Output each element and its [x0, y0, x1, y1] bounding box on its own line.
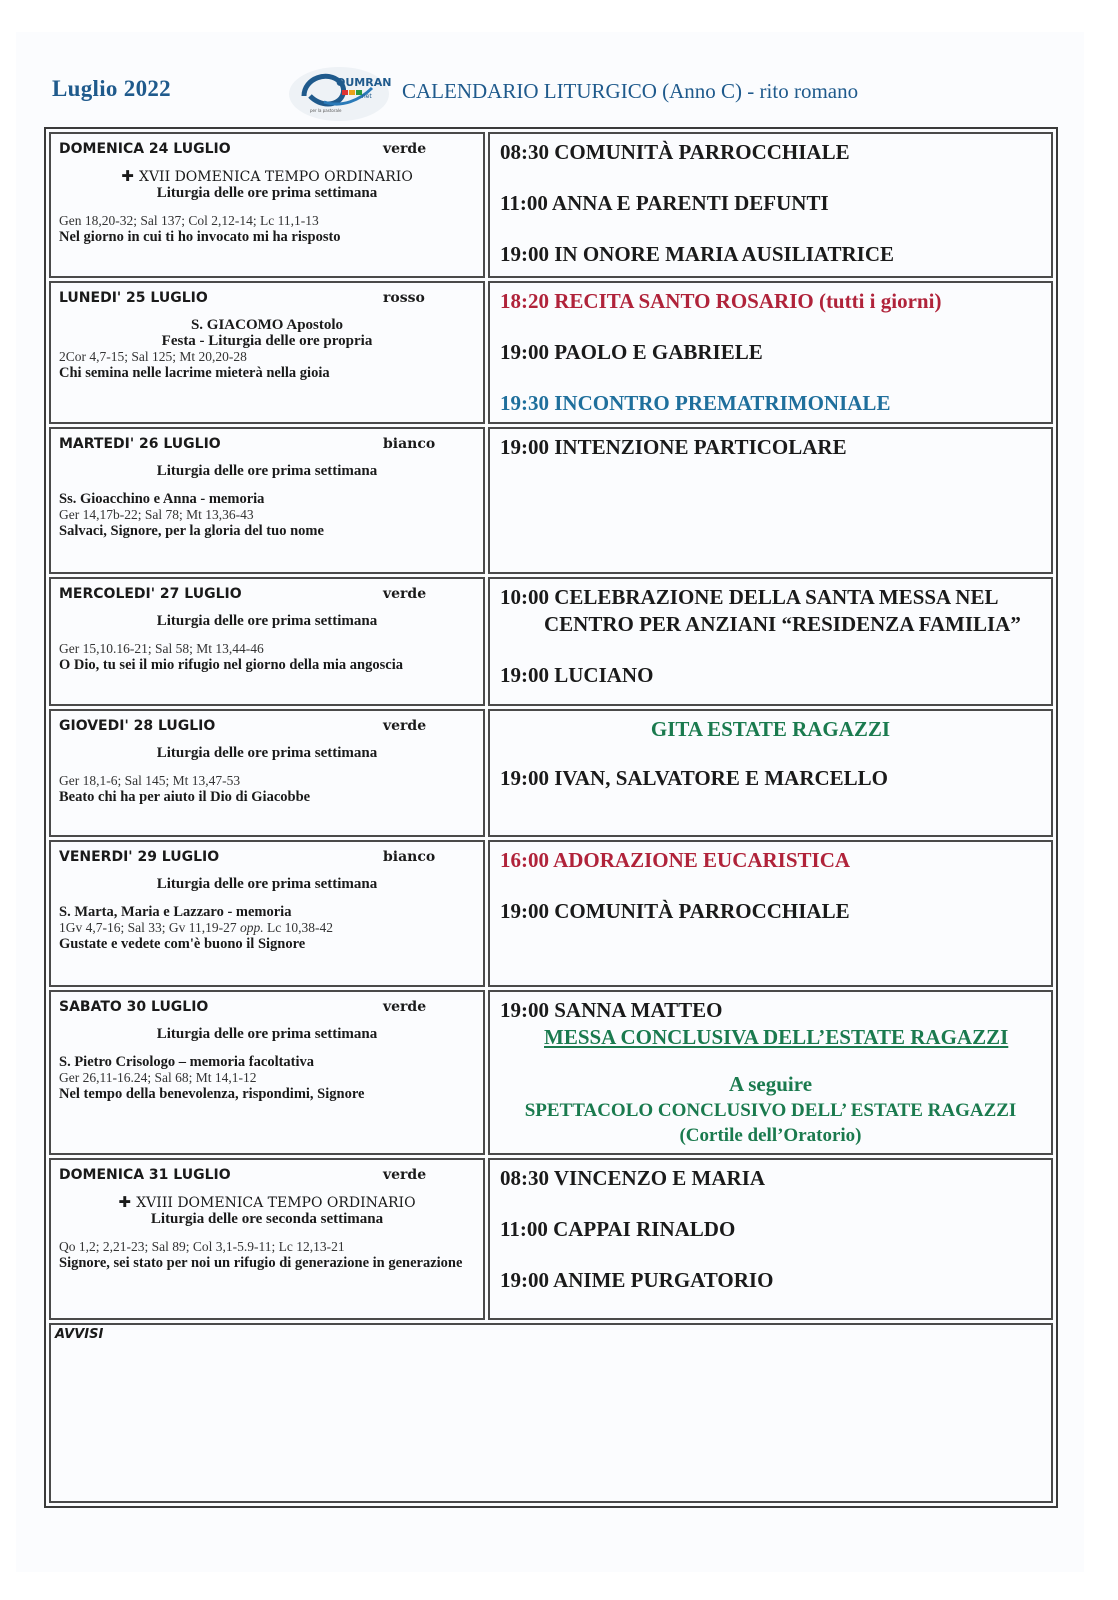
event-item: 19:00 IN ONORE MARIA AUSILIATRICE [500, 242, 894, 266]
events-cell [488, 427, 1053, 574]
liturgical-color: rosso [383, 290, 425, 306]
day-info-cell [49, 132, 485, 278]
day-info-cell [49, 1158, 485, 1320]
day-name: DOMENICA 24 LUGLIO [59, 141, 231, 157]
spacer [59, 761, 475, 773]
antiphon: Nel tempo della benevolenza, rispondimi, Signore [59, 1086, 365, 1102]
event-item: 19:00 SANNA MATTEO [500, 998, 723, 1022]
event-item: 16:00 ADORAZIONE EUCARISTICA [500, 848, 851, 872]
liturgical-color: bianco [383, 849, 436, 865]
event-item: 19:00 ANIME PURGATORIO [500, 1268, 774, 1292]
liturgy-hours: Liturgia delle ore prima settimana [156, 1026, 378, 1042]
readings: 2Cor 4,7-15; Sal 125; Mt 20,20-28 [59, 349, 247, 364]
spacer [59, 201, 475, 213]
event-item: (Cortile dell’Oratorio) [679, 1125, 862, 1146]
liturgy-hours: Liturgia delle ore prima settimana [156, 745, 378, 761]
antiphon: Salvaci, Signore, per la gloria del tuo nome [59, 523, 324, 539]
day-row [49, 1158, 1053, 1320]
day-name: MERCOLEDI' 27 LUGLIO [59, 586, 242, 602]
events [490, 579, 1051, 694]
spacer [59, 892, 475, 904]
event-item: MESSA CONCLUSIVA DELL’ESTATE RAGAZZI [544, 1025, 1009, 1049]
readings: Gen 18,20-32; Sal 137; Col 2,12-14; Lc 11,1-13 [59, 213, 319, 228]
memorial: Ss. Gioacchino e Anna - memoria [59, 491, 265, 507]
event-item: 08:30 VINCENZO E MARIA [500, 1166, 766, 1190]
day-header [59, 435, 475, 453]
readings: Ger 26,11-16.24; Sal 68; Mt 14,1-12 [59, 1070, 257, 1085]
day-info [51, 429, 483, 541]
day-info-cell [49, 577, 485, 706]
day-info-cell [49, 709, 485, 837]
day-info [51, 579, 483, 675]
antiphon: O Dio, tu sei il mio rifugio nel giorno della mia angoscia [59, 657, 403, 673]
liturgy-hours: Liturgia delle ore prima settimana [156, 613, 378, 629]
day-header [59, 289, 475, 307]
celebration [59, 317, 475, 333]
events-cell [488, 990, 1053, 1155]
cross-icon: ✚ [121, 167, 139, 185]
day-info [51, 842, 483, 954]
events-cell [488, 132, 1053, 278]
liturgy-hours: Liturgia delle ore seconda settimana [150, 1211, 384, 1227]
celebration-name: XVII DOMENICA TEMPO ORDINARIO [138, 169, 413, 185]
day-header [59, 717, 475, 735]
event-item: CENTRO PER ANZIANI “RESIDENZA FAMILIA” [544, 612, 1021, 636]
calendar-table [44, 127, 1058, 1508]
calendar-title: CALENDARIO LITURGICO (Anno C) - rito romano [402, 79, 859, 103]
spacer [59, 479, 475, 491]
events-cell [488, 1158, 1053, 1320]
event-item: 19:00 LUCIANO [500, 663, 654, 687]
svg-text:per la pastorale: per la pastorale [310, 108, 342, 113]
celebration [59, 168, 475, 185]
event-item: GITA ESTATE RAGAZZI [650, 717, 891, 741]
day-name: VENERDI' 29 LUGLIO [59, 849, 220, 865]
events-cell [488, 281, 1053, 424]
spacer [59, 1042, 475, 1054]
event-item: 11:00 ANNA E PARENTI DEFUNTI [500, 191, 829, 215]
memorial: S. Pietro Crisologo – memoria facoltativa [59, 1054, 315, 1070]
day-row [49, 281, 1053, 424]
day-name: DOMENICA 31 LUGLIO [59, 1167, 231, 1183]
liturgy-hours: Liturgia delle ore prima settimana [156, 876, 378, 892]
event-item: SPETTACOLO CONCLUSIVO DELL’ ESTATE RAGAZZI [524, 1100, 1017, 1121]
celebration-name: XVIII DOMENICA TEMPO ORDINARIO [136, 1195, 416, 1211]
liturgical-color: verde [383, 999, 427, 1015]
event-item: 19:00 COMUNITÀ PARROCCHIALE [500, 899, 850, 923]
day-info [51, 992, 483, 1104]
celebration [59, 1194, 475, 1211]
liturgical-color: verde [383, 141, 427, 157]
liturgical-color: verde [383, 1167, 427, 1183]
logo-text: QUMRAN [336, 76, 392, 89]
events-cell [488, 577, 1053, 706]
readings: Ger 14,17b-22; Sal 78; Mt 13,36-43 [59, 507, 254, 522]
liturgy-hours: Liturgia delle ore prima settimana [156, 463, 378, 479]
antiphon: Gustate e vedete com'è buono il Signore [59, 936, 306, 952]
liturgy-hours: Liturgia delle ore prima settimana [156, 185, 378, 201]
day-header [59, 140, 475, 158]
avvisi-label: AVVISI [55, 1327, 104, 1342]
events-cell [488, 709, 1053, 837]
antiphon: Nel giorno in cui ti ho invocato mi ha risposto [59, 229, 341, 245]
day-row [49, 709, 1053, 837]
day-info [51, 711, 483, 807]
liturgical-color: verde [383, 718, 427, 734]
events [490, 429, 1051, 466]
day-name: GIOVEDI' 28 LUGLIO [59, 718, 216, 734]
month-title: Luglio 2022 [52, 76, 171, 101]
events [490, 842, 1051, 930]
cross-icon: ✚ [118, 1193, 137, 1211]
event-item: 11:00 CAPPAI RINALDO [500, 1217, 736, 1241]
readings: Ger 15,10.16-21; Sal 58; Mt 13,44-46 [59, 641, 264, 656]
event-item: 19:00 INTENZIONE PARTICOLARE [500, 435, 847, 459]
day-info-cell [49, 427, 485, 574]
liturgical-color: bianco [383, 436, 436, 452]
event-item: 08:30 COMUNITÀ PARROCCHIALE [500, 140, 850, 164]
day-info-cell [49, 840, 485, 987]
avvisi-row [49, 1323, 1053, 1503]
events [490, 1160, 1051, 1299]
day-row [49, 990, 1053, 1155]
liturgical-color: verde [383, 586, 427, 602]
antiphon: Chi semina nelle lacrime mieterà nella gioia [59, 365, 330, 381]
events-cell [488, 840, 1053, 987]
spacer [59, 629, 475, 641]
day-info [51, 283, 483, 383]
day-header [59, 998, 475, 1016]
day-name: LUNEDI' 25 LUGLIO [59, 290, 208, 306]
day-header [59, 585, 475, 603]
avvisi-cell [49, 1323, 1053, 1503]
event-item: A seguire [728, 1072, 813, 1096]
event-item: 18:20 RECITA SANTO ROSARIO (tutti i giorni) [500, 289, 942, 313]
day-header [59, 1166, 475, 1184]
event-item: 19:30 INCONTRO PREMATRIMONIALE [500, 391, 891, 415]
day-header [59, 848, 475, 866]
day-info [51, 1160, 483, 1273]
spacer [59, 1227, 475, 1239]
day-name: SABATO 30 LUGLIO [59, 999, 209, 1015]
day-row [49, 840, 1053, 987]
event-item: 19:00 IVAN, SALVATORE E MARCELLO [500, 766, 889, 790]
readings: Qo 1,2; 2,21-23; Sal 89; Col 3,1-5.9-11; Lc 12,13-21 [59, 1239, 345, 1254]
day-row [49, 427, 1053, 574]
day-row [49, 132, 1053, 278]
day-info [51, 134, 483, 247]
readings: 1Gv 4,7-16; Sal 33; Gv 11,19-27 opp. Lc 10,38-42 [59, 920, 333, 935]
event-item: 19:00 PAOLO E GABRIELE [500, 340, 763, 364]
liturgy-hours: Festa - Liturgia delle ore propria [161, 333, 373, 349]
day-row [49, 577, 1053, 706]
readings: Ger 18,1-6; Sal 145; Mt 13,47-53 [59, 773, 241, 788]
events [490, 711, 1051, 797]
celebration-name: S. GIACOMO Apostolo [190, 317, 344, 333]
day-name: MARTEDI' 26 LUGLIO [59, 436, 221, 452]
events [490, 134, 1051, 273]
opp-label: opp. [240, 920, 264, 935]
antiphon: Signore, sei stato per noi un rifugio di generazione in generazione [59, 1255, 463, 1271]
events [490, 992, 1051, 1153]
event-item: 10:00 CELEBRAZIONE DELLA SANTA MESSA NEL [500, 585, 999, 609]
svg-text:.net: .net [360, 93, 372, 100]
qumran-logo [284, 60, 394, 122]
day-info-cell [49, 990, 485, 1155]
events [490, 283, 1051, 422]
antiphon: Beato chi ha per aiuto il Dio di Giacobbe [59, 789, 311, 805]
memorial: S. Marta, Maria e Lazzaro - memoria [59, 904, 292, 920]
day-info-cell [49, 281, 485, 424]
